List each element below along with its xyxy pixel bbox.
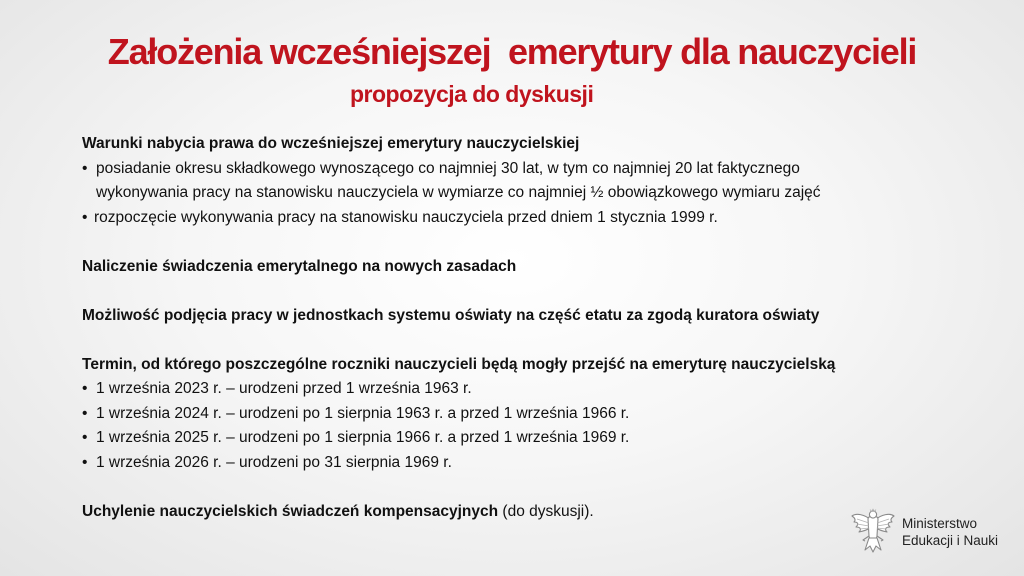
section-note: (do dyskusji). [498, 502, 594, 520]
list-item [82, 402, 982, 427]
page-subtitle: propozycja do dyskusji [350, 81, 594, 107]
list-item-continuation [82, 181, 982, 206]
list-item-text: wykonywania pracy na stanowisku nauczyciela w wymiarze co najmniej ½ obowiązkowego wymiaru zajęć [96, 184, 821, 201]
bullet-icon: • [82, 208, 88, 226]
bullet-icon: • [82, 404, 88, 422]
ministry-name [902, 515, 998, 549]
bullet-icon: • [82, 159, 88, 177]
section-heading-calculation: Naliczenie świadczenia emerytalnego na nowych zasadach [82, 257, 517, 275]
list-item-text: 1 września 2026 r. – urodzeni po 31 sierpnia 1969 r. [96, 453, 452, 471]
bullet-icon: • [82, 453, 88, 471]
bullet-icon: • [82, 380, 88, 397]
list-item [82, 451, 982, 476]
list-item-text: rozpoczęcie wykonywania pracy na stanowisku nauczyciela przed dniem 1 stycznia 1999 r. [94, 208, 718, 226]
section-heading-employment: Możliwość podjęcia pracy w jednostkach systemu oświaty na część etatu za zgodą kuratora oświaty [82, 306, 820, 324]
schedule-list [82, 377, 982, 475]
conditions-list [82, 157, 982, 231]
list-item-text: 1 września 2025 r. – urodzeni po 1 sierpnia 1966 r. a przed 1 września 1969 r. [96, 429, 630, 446]
list-item-text: 1 września 2024 r. – urodzeni po 1 sierpnia 1963 r. a przed 1 września 1966 r. [96, 404, 630, 422]
section-heading-compensation: Uchylenie nauczycielskich świadczeń kompensacyjnych [82, 502, 499, 520]
page-title: Założenia wcześniejszej emerytury dla nauczycieli [107, 31, 917, 72]
ministry-name-line1: Ministerstwo [902, 516, 978, 531]
list-item-text: posiadanie okresu składkowego wynoszącego co najmniej 30 lat, w tym co najmniej 20 lat faktycznego [96, 159, 800, 177]
ministry-logo [850, 504, 1000, 560]
section-heading-conditions: Warunki nabycia prawa do wcześniejszej emerytury nauczycielskiej [82, 135, 580, 152]
polish-eagle-emblem-icon [850, 506, 896, 558]
slide-content [82, 132, 982, 524]
list-item-text: 1 września 2023 r. – urodzeni przed 1 września 1963 r. [96, 380, 472, 397]
section-compensation [82, 500, 982, 525]
list-item [82, 377, 982, 402]
ministry-name-line2: Edukacji i Nauki [902, 533, 999, 548]
list-item [82, 426, 982, 451]
list-item [82, 157, 982, 182]
bullet-icon: • [82, 429, 88, 446]
list-item [82, 206, 982, 231]
section-heading-schedule: Termin, od którego poszczególne roczniki nauczycieli będą mogły przejść na emeryturę nauczycielską [82, 355, 836, 373]
